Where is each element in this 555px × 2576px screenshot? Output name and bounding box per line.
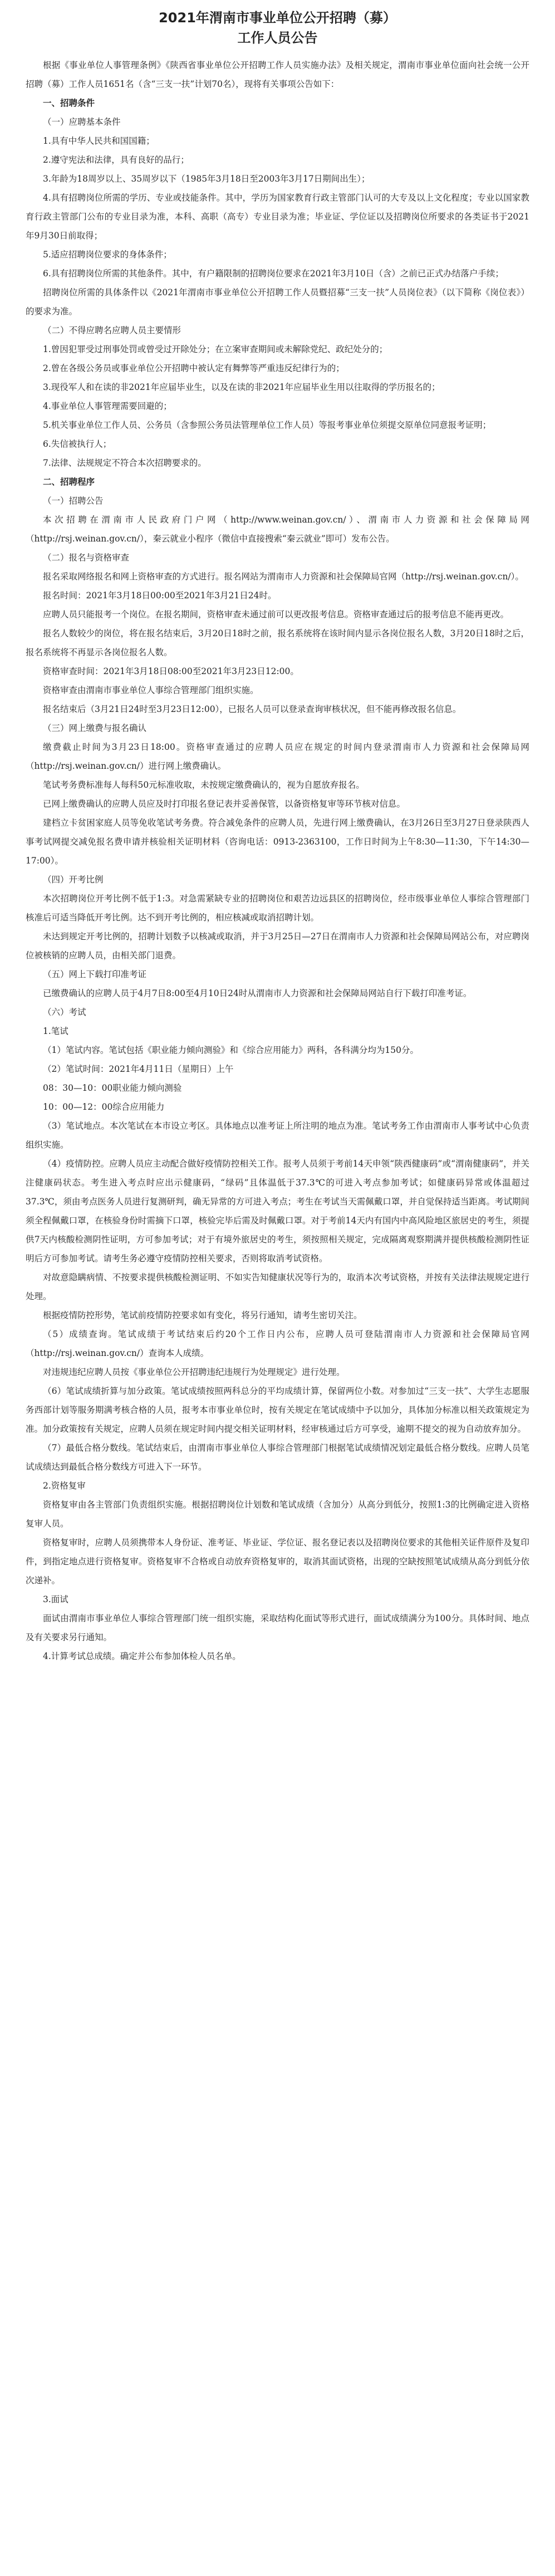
body-paragraph: 7.法律、法规规定不符合本次招聘要求的。: [43, 458, 207, 468]
body-paragraph: 招聘岗位所需的具体条件以《2021年渭南市事业单位公开招聘工作人员暨招募“三支一扶”人员岗位表》（以下简称《岗位表》）的要求为准。: [26, 287, 529, 316]
body-paragraph: （四）开考比例: [43, 875, 104, 885]
body-paragraph: 4.具有招聘岗位所需的学历、专业或技能条件。其中，学历为国家教育行政主管部门认可的大专及以上文化程度；专业以国家教育行政主管部门公布的专业目录为准，本科、高职（高专）专业目录为准；毕业证、学位证以及招聘岗位所要求的各类证书于2021年9月30日前取得；: [26, 193, 529, 241]
body-paragraph: 2.资格复审: [43, 1481, 86, 1491]
body-paragraph: 5.机关事业单位工作人员、公务员（含参照公务员法管理单位工作人员）等报考事业单位须提交原单位同意报考证明；: [43, 420, 492, 430]
body-paragraph: 6.具有招聘岗位所需的其他条件。其中，有户籍限制的招聘岗位要求在2021年3月10日（含）之前已正式办结落户手续；: [43, 269, 504, 279]
body-paragraph: （六）考试: [43, 1007, 86, 1017]
body-paragraph: 6.失信被执行人；: [43, 439, 112, 449]
body-paragraph: 2.曾在各级公务员或事业单位公开招聘中被认定有舞弊等严重违反纪律行为的；: [43, 363, 345, 373]
body-paragraph: 报名时间：2021年3月18日00:00至2021年3月21日24时。: [43, 591, 277, 601]
body-paragraph: （一）招聘公告: [43, 496, 104, 506]
body-paragraph: （4）疫情防控。应聘人员应主动配合做好疫情防控相关工作。报考人员须于考前14天申领“陕西健康码”或“渭南健康码”，并关注健康码状态。考生进入考点时应出示健康码，“绿码”且体温低于37.3℃的可进入考点参加考试；如健康码异常或体温超过37.3℃，须由考点医务人员进行复测研判，确无异常的方可进入考点；考生在考试当天需佩戴口罩，并自觉保持适当距离。考试期间须全程佩戴口罩，在核验身份时需摘下口罩，核验完毕后需及时佩戴口罩。对于考前14天内有国内中高风险地区旅居史的考生，须提供7天内核酸检测阴性证明，方可参加考试；对于有境外旅居史的考生，须按照相关规定，完成隔离观察期满并提供核酸检测阴性证明后方可参加考试。请考生务必遵守疫情防控相关要求，否则将取消考试资格。: [26, 1159, 529, 1263]
body-paragraph: 资格审查由渭南市事业单位人事综合管理部门组织实施。: [43, 685, 259, 695]
body-paragraph: 建档立卡贫困家庭人员等免收笔试考务费。符合减免条件的应聘人员，先进行网上缴费确认，在3月26日至3月27日登录陕西人事考试网提交减免报名费申请并核验相关证明材料（咨询电话：0913-2363100，工作日时间为上午8:30—11:30，下午14:30—17:00）。: [26, 818, 529, 866]
body-paragraph: （五）网上下载打印准考证: [43, 969, 147, 979]
body-paragraph: （一）应聘基本条件: [43, 117, 121, 127]
body-paragraph: （2）笔试时间：2021年4月11日（星期日）上午: [43, 1064, 234, 1074]
body-paragraph: 3.年龄为18周岁以上、35周岁以下（1985年3月18日至2003年3月17日期间出生）；: [43, 174, 370, 184]
body-paragraph: 4.事业单位人事管理需要回避的；: [43, 401, 172, 411]
body-paragraph: （二）不得应聘名应聘人员主要情形: [43, 325, 181, 335]
section-heading: 二、招聘程序: [43, 477, 95, 487]
body-paragraph: （二）报名与资格审查: [43, 553, 130, 563]
body-paragraph: 笔试考务费标准每人每科50元标准收取，未按规定缴费确认的，视为自愿放弃报名。: [43, 780, 365, 790]
body-paragraph: （1）笔试内容。笔试包括《职业能力倾向测验》和《综合应用能力》两科，各科满分均为150分。: [43, 1045, 419, 1055]
body-paragraph: 报名采取网络报名和网上资格审查的方式进行。报名网站为渭南市人力资源和社会保障局官网（http://rsj.weinan.gov.cn/）。: [43, 572, 524, 582]
body-paragraph: 1.具有中华人民共和国国籍；: [43, 136, 155, 146]
body-paragraph: 3.面试: [43, 1594, 68, 1604]
body-paragraph: 1.曾因犯罪受过刑事处罚或曾受过开除处分；在立案审查期间或未解除党纪、政纪处分的；: [43, 344, 388, 354]
body-paragraph: 未达到规定开考比例的，招聘计划数予以核减或取消，并于3月25日—27日在渭南市人力资源和社会保障局网站公布，对应聘岗位被核销的应聘人员，由相关部门退费。: [26, 931, 529, 960]
body-paragraph: 4.计算考试总成绩。确定并公布参加体检人员名单。: [43, 1651, 241, 1661]
body-paragraph: 已网上缴费确认的应聘人员应及时打印报名登记表并妥善保管，以备资格复审等环节核对信息。: [43, 799, 406, 809]
body-paragraph: （6）笔试成绩折算与加分政策。笔试成绩按照两科总分的平均成绩计算，保留两位小数。对参加过“三支一扶”、大学生志愿服务西部计划等服务期满考核合格的人员，报考本市事业单位时，按有关规定在笔试成绩中予以加分，具体加分标准以相关政策规定为准。加分政策按有关规定，应聘人员须在规定时间内提交相关证明材料，经审核通过后方可享受，逾期不提交的视为自动放弃加分。: [26, 1386, 529, 1434]
body-paragraph: 本次招聘岗位开考比例不低于1:3。对急需紧缺专业的招聘岗位和艰苦边远县区的招聘岗位，经市级事业单位人事综合管理部门核准后可适当降低开考比例。达不到开考比例的，相应核减或取消招聘计划。: [26, 894, 529, 923]
announcement-body: [0, 56, 555, 1666]
body-paragraph: 资格审查时间：2021年3月18日08:00至2021年3月23日12:00。: [43, 666, 299, 676]
body-paragraph: 应聘人员只能报考一个岗位。在报名期间，资格审查未通过前可以更改报考信息。资格审查通过后的报考信息不能再更改。: [43, 609, 509, 619]
body-paragraph: 报名结束后（3月21日24时至3月23日12:00），已报名人员可以登录查询审核状况，但不能再修改报名信息。: [43, 704, 461, 714]
body-paragraph: 5.适应招聘岗位要求的身体条件；: [43, 250, 172, 260]
body-paragraph: 10：00—12：00综合应用能力: [43, 1102, 165, 1112]
body-paragraph: 对违规违纪应聘人员按《事业单位公开招聘违纪违规行为处理规定》进行处理。: [43, 1367, 345, 1377]
body-paragraph: （7）最低合格分数线。笔试结束后，由渭南市事业单位人事综合管理部门根据笔试成绩情况划定最低合格分数线。应聘人员笔试成绩达到最低合格分数线方可进入下一环节。: [26, 1443, 529, 1472]
body-paragraph: 对故意隐瞒病情、不按要求提供核酸检测证明、不如实告知健康状况等行为的，取消本次考试资格，并按有关法律法规规定进行处理。: [26, 1272, 529, 1301]
body-paragraph: 报名人数较少的岗位，将在报名结束后，3月20日18时之前，报名系统将在该时间内显示各岗位报名人数，3月20日18时之后，报名系统将不再显示各岗位报名人数。: [26, 628, 529, 657]
body-paragraph: 1.笔试: [43, 1026, 68, 1036]
page-title-line-1: 2021年渭南市事业单位公开招聘（募）: [159, 10, 396, 26]
body-paragraph: 缴费截止时间为3月23日18:00。资格审查通过的应聘人员应在规定的时间内登录渭南市人力资源和社会保障局网（http://rsj.weinan.gov.cn/）进行网上缴费确认。: [26, 742, 529, 771]
page-title-line-2: 工作人员公告: [237, 30, 318, 46]
body-paragraph: 3.现役军人和在读的非2021年应届毕业生，以及在读的非2021年应届毕业生用以往取得的学历报名的；: [43, 382, 440, 392]
body-paragraph: （3）笔试地点。本次笔试在本市设立考区。具体地点以准考证上所注明的地点为准。笔试考务工作由渭南市人事考试中心负责组织实施。: [26, 1121, 529, 1150]
body-paragraph: 已缴费确认的应聘人员于4月7日8:00至4月10日24时从渭南市人力资源和社会保障局网站自行下载打印准考证。: [43, 988, 472, 998]
body-paragraph: 资格复审由各主管部门负责组织实施。根据招聘岗位计划数和笔试成绩（含加分）从高分到低分，按照1:3的比例确定进入资格复审人员。: [26, 1500, 529, 1529]
body-paragraph: 08：30—10：00职业能力倾向测验: [43, 1083, 182, 1093]
body-paragraph: 本次招聘在渭南市人民政府门户网（http://www.weinan.gov.cn/）、渭南市人力资源和社会保障局网（http://rsj.weinan.gov.cn/），秦云就业小程序（微信中直接搜索“秦云就业”即可）发布公告。: [26, 515, 529, 544]
body-paragraph: 资格复审时，应聘人员须携带本人身份证、准考证、毕业证、学位证、报名登记表以及招聘岗位要求的其他相关证件原件及复印件，到指定地点进行资格复审。资格复审不合格或自动放弃资格复审的，取消其面试资格，出现的空缺按照笔试成绩从高分到低分依次递补。: [26, 1538, 529, 1585]
section-heading: 一、招聘条件: [43, 98, 95, 108]
body-paragraph: 根据疫情防控形势，笔试前疫情防控要求如有变化，将另行通知，请考生密切关注。: [43, 1310, 362, 1320]
body-paragraph: （三）网上缴费与报名确认: [43, 723, 147, 733]
body-paragraph: 根据《事业单位人事管理条例》《陕西省事业单位公开招聘工作人员实施办法》及相关规定，渭南市事业单位面向社会统一公开招聘（募）工作人员1651名（含“三支一扶”计划70名），现将有关事项公告如下：: [26, 60, 529, 89]
body-paragraph: 面试由渭南市事业单位人事综合管理部门统一组织实施，采取结构化面试等形式进行，面试成绩满分为100分。具体时间、地点及有关要求另行通知。: [26, 1613, 529, 1642]
body-paragraph: （5）成绩查询。笔试成绩于考试结束后约20个工作日内公布，应聘人员可登陆渭南市人力资源和社会保障局官网（http://rsj.weinan.gov.cn/）查询本人成绩。: [26, 1329, 529, 1358]
body-paragraph: 2.遵守宪法和法律，具有良好的品行；: [43, 155, 189, 165]
